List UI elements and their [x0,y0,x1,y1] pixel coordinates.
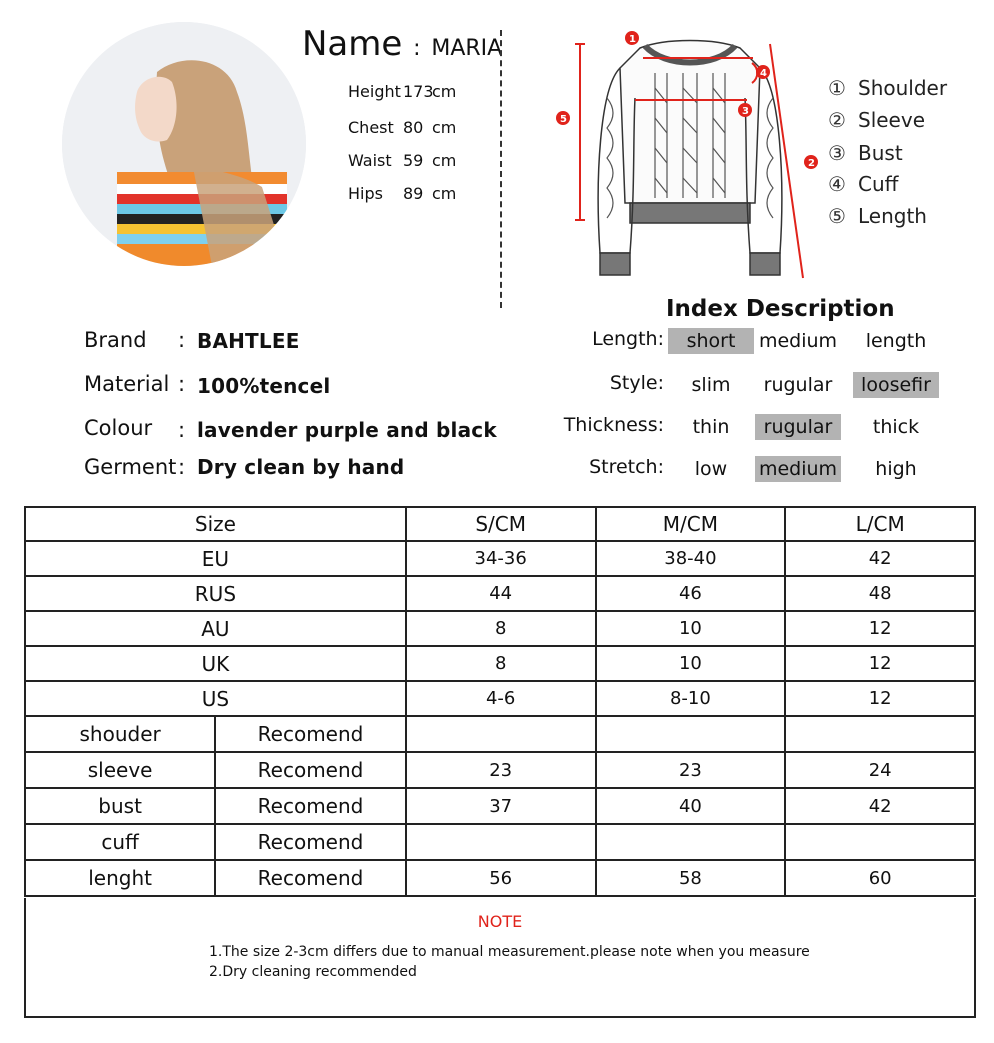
measurement-label: Hips [348,184,383,203]
note-title: NOTE [477,912,523,931]
size-value: 12 [785,611,975,646]
measurement-unit: cm [432,151,457,170]
info-germent-key [84,455,176,479]
size-value: 12 [785,646,975,681]
measurement-value: 89 [403,184,424,203]
measure-value: 42 [785,788,975,824]
table-header-cell: S/CM [406,507,596,541]
info-brand-value: BAHTLEE [197,329,300,353]
size-value: 34-36 [406,541,596,576]
info-colon: : [178,455,186,479]
table-header-cell: M/CM [596,507,786,541]
table-row [25,646,975,681]
info-colon: : [178,328,186,352]
sweater-diagram [555,28,825,288]
size-value: 8 [406,646,596,681]
name-label: Name [302,24,403,64]
measurement-value: 59 [403,151,424,170]
size-value: 42 [785,541,975,576]
size-value: 4-6 [406,681,596,716]
index-option: thick [872,416,920,438]
measurement-unit: cm [432,82,457,101]
info-material-value: 100%tencel [197,374,331,398]
info-colour-key [84,416,152,440]
size-value: 12 [785,681,975,716]
size-value: 44 [406,576,596,611]
legend-number: ② [828,108,846,132]
recommend-cell: Recomend [215,788,406,824]
legend-cuff [828,172,898,196]
size-label: EU [25,541,406,576]
size-label: US [25,681,406,716]
index-row-label: Stretch: [589,456,664,478]
marker-2: 2 [808,158,815,169]
measurement-chest [348,118,457,137]
legend-label: Length [858,204,927,228]
legend-number: ④ [828,172,846,196]
table-header-row [25,507,975,541]
index-option-selected: short [668,328,754,354]
measure-value: 23 [596,752,786,788]
legend-number: ⑤ [828,204,846,228]
table-row [25,541,975,576]
name-value: MARIA [431,36,503,61]
index-row-label: Length: [592,328,664,350]
legend-number: ① [828,76,846,100]
info-key-text: Colour [84,416,153,440]
measurement-value: 80 [403,118,424,137]
note-line-1: 1.The size 2-3cm differs due to manual measurement.please note when you measure [209,944,810,960]
measurement-waist [348,151,457,170]
measure-value: 56 [406,860,596,896]
measure-label: bust [25,788,215,824]
table-row [25,860,975,896]
size-label: RUS [25,576,406,611]
measure-value [406,716,596,752]
measure-label: cuff [25,824,215,860]
info-colon: : [178,372,186,396]
marker-5: 5 [560,114,567,125]
name-colon: : [413,36,421,61]
measurement-value: 173 [403,82,434,101]
legend-bust [828,141,903,165]
info-material-key [84,372,169,396]
table-header-cell: Size [25,507,406,541]
size-table [24,506,976,897]
measure-value: 23 [406,752,596,788]
measure-value [596,716,786,752]
table-row [25,788,975,824]
size-label: UK [25,646,406,681]
table-header-cell: L/CM [785,507,975,541]
index-option: length [865,330,927,352]
info-key-text: Germent [84,455,177,479]
measure-value: 24 [785,752,975,788]
measure-value: 58 [596,860,786,896]
measurement-height [348,82,457,101]
note-line-2: 2.Dry cleaning recommended [209,964,417,980]
info-germent-value: Dry clean by hand [197,455,405,479]
table-row [25,576,975,611]
legend-label: Cuff [858,172,899,196]
index-option-selected: rugular [755,414,841,440]
size-value: 46 [596,576,786,611]
size-value: 8 [406,611,596,646]
measure-value [406,824,596,860]
measure-value [785,716,975,752]
index-option: rugular [763,374,833,396]
measure-value [596,824,786,860]
measure-value: 60 [785,860,975,896]
size-label: AU [25,611,406,646]
legend-label: Shoulder [858,76,948,100]
index-title: Index Description [666,296,895,322]
measure-label: lenght [25,860,215,896]
index-option: medium [758,330,838,352]
measurement-label: Waist [348,151,392,170]
table-row [25,752,975,788]
legend-shoulder [828,76,947,100]
table-row [25,611,975,646]
table-row [25,824,975,860]
measurement-hips [348,184,457,203]
measure-label: shouder [25,716,215,752]
info-colour-value: lavender purple and black [197,418,497,442]
recommend-cell: Recomend [215,824,406,860]
measurement-unit: cm [432,118,457,137]
marker-1: 1 [629,34,636,45]
table-row [25,716,975,752]
measure-value [785,824,975,860]
index-option-selected: loosefir [853,372,939,398]
measure-value: 40 [596,788,786,824]
note-box [24,898,976,1018]
size-value: 38-40 [596,541,786,576]
recommend-cell: Recomend [215,716,406,752]
legend-number: ③ [828,141,846,165]
recommend-cell: Recomend [215,752,406,788]
info-key-text: Brand [84,328,147,352]
legend-label: Sleeve [858,108,926,132]
model-name [302,22,502,71]
marker-4: 4 [760,68,767,79]
measure-value: 37 [406,788,596,824]
recommend-cell: Recomend [215,860,406,896]
size-value: 10 [596,646,786,681]
size-value: 8-10 [596,681,786,716]
model-photo [62,22,306,266]
index-option-selected: medium [755,456,841,482]
legend-label: Bust [858,141,903,165]
index-option: low [694,458,728,480]
index-option: slim [691,374,731,396]
measurement-label: Chest [348,118,394,137]
measure-label: sleeve [25,752,215,788]
table-row [25,681,975,716]
size-value: 48 [785,576,975,611]
dashed-divider [500,30,502,308]
index-option: high [875,458,917,480]
info-colon: : [178,418,186,442]
info-key-text: Material [84,372,170,396]
marker-3: 3 [742,106,749,117]
index-row-label: Style: [609,372,664,394]
legend-sleeve [828,108,925,132]
info-brand-key [84,328,147,352]
index-row-label: Thickness: [563,414,664,436]
legend-length [828,204,927,228]
measurement-label: Height [348,82,401,101]
size-value: 10 [596,611,786,646]
measurement-unit: cm [432,184,457,203]
index-option: thin [692,416,730,438]
